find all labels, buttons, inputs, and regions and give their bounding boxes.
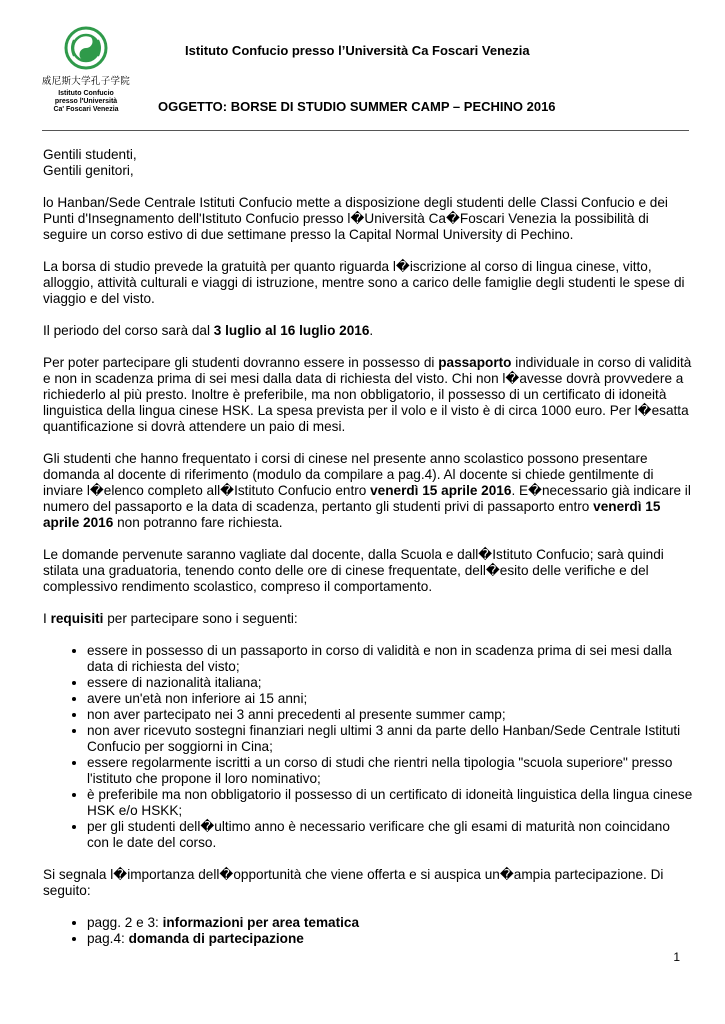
page-reference-prefix: pagg. 2 e 3: [87,915,163,930]
page-reference-label: domanda di partecipazione [128,931,304,946]
page-reference-prefix: pag.4: [87,931,129,946]
header-title: Istituto Confucio presso l’Università Ca Foscari Venezia [185,43,530,58]
confucius-institute-emblem-icon [64,26,108,70]
greeting-parents: Gentili genitori, [43,163,134,178]
requirement-item: • è preferibile ma non obbligatorio il possesso di un certificato di idoneità linguistica della lingua cinese HSK e/o HSKK; [87,787,693,819]
paragraph-scholarship: La borsa di studio prevede la gratuità per quanto riguarda l�iscrizione al corso di lingua cinese, vitto, alloggio, attività culturali e viaggi di istruzione, mentre sono a carico delle famiglie degli studenti le spese di viaggio e del visto. [43,259,685,306]
application-text-2: . E�necessario già indicare il numero del passaporto e la data di scadenza, pertanto gli studenti privi di passaporto entro [43,483,691,514]
header-divider [42,130,689,131]
logo-chinese-name: 威尼斯大学孔子学院 [41,76,131,87]
page-reference-item [87,931,693,947]
page-number: 1 [673,950,680,964]
paragraph-closing: Si segnala l�importanza dell�opportunità che viene offerta e si auspica un�ampia partecipazione. Di seguito: [43,867,664,898]
greeting [43,147,693,179]
paragraph-selection: Le domande pervenute saranno vagliate dal docente, dalla Scuola e dall�Istituto Confucio; sarà quindi stilata una graduatoria, tenendo conto delle ore di cinese frequentate, dell�esito delle verifiche e del complessivo rendimento scolastico, compreso il comportamento. [43,547,664,594]
page-reference-label: informazioni per area tematica [162,915,360,930]
application-text-3: non potranno fare richiesta. [113,515,283,530]
greeting-students: Gentili studenti, [43,147,137,162]
paragraph-intro: lo Hanban/Sede Centrale Istituti Confucio mette a disposizione degli studenti delle Classi Confucio e dei Punti d'Insegnamento dell'Istituto Confucio presso l�Università Ca�Foscari Venezia la possibilità di seguire un corso estivo di due settimane presso la Capital Normal University di Pechino. [43,195,668,242]
requirement-item: • essere in possesso di un passaporto in corso di validità e non in scadenza prima di sei mesi dalla data di richiesta del visto; [87,643,693,675]
institute-logo [38,26,134,114]
passport-text-2: individuale in corso di validità e non in scadenza prima di sei mesi dalla data di richiesta del visto. Chi non l�avesse dovrà provvedere a richiederlo al più presto. Inoltre è preferibile, ma non obbligatorio, il possesso di un certificato di idoneità linguistica della lingua cinese HSK. La spesa prevista per il volo e il visto è di circa 1000 euro. Per l�esatta quantificazione si dovrà attendere un paio di mesi. [43,355,692,434]
requirement-item: • essere di nazionalità italiana; [87,675,693,691]
requirement-item: • avere un'età non inferiore ai 15 anni; [87,691,693,707]
period-dates: 3 luglio al 16 luglio 2016 [213,323,370,338]
requirements-text-2: per partecipare sono i seguenti: [103,611,298,626]
logo-line-2: presso l'Università [54,98,118,105]
logo-italian-name [38,90,134,114]
application-text-1: Gli studenti che hanno frequentato i corsi di cinese nel presente anno scolastico possono presentare domanda al docente di riferimento (modulo da compilare a pag.4). Al docente si chiede gentilmente di inviare l�elenco completo all�Istituto Confucio entro [43,451,654,498]
passport-bold: passaporto [438,355,512,370]
letter-body [43,147,693,963]
deadline-1: venerdì 15 aprile 2016 [370,483,512,498]
subject-line: OGGETTO: BORSE DI STUDIO SUMMER CAMP – PECHINO 2016 [158,99,556,114]
paragraph-requirements-intro [43,611,693,627]
logo-line-1: Istituto Confucio [58,90,114,97]
deadline-2: venerdì 15 aprile 2016 [43,499,661,530]
period-end: . [369,323,374,338]
logo-line-3: Ca' Foscari Venezia [53,106,119,113]
requirement-item: • non aver ricevuto sostegni finanziari negli ultimi 3 anni da parte dello Hanban/Sede Centrale Istituti Confucio per soggiorni in Cina; [87,723,693,755]
period-text: Il periodo del corso sarà dal [43,323,214,338]
paragraph-period [43,323,693,339]
passport-text-1: Per poter partecipare gli studenti dovranno essere in possesso di [43,355,439,370]
page-references-list [43,915,693,947]
page-reference-item [87,915,693,931]
requirements-bold: requisiti [50,611,104,626]
requirement-item: • essere regolarmente iscritti a un corso di studi che rientri nella tipologia "scuola superiore" presso l'istituto che propone il loro nominativo; [87,755,693,787]
requirements-list [43,643,693,851]
requirement-item: • non aver partecipato nei 3 anni precedenti al presente summer camp; [87,707,693,723]
paragraph-passport [43,355,693,435]
paragraph-application [43,451,693,531]
requirement-item: • per gli studenti dell�ultimo anno è necessario verificare che gli esami di maturità non coincidano con le date del corso. [87,819,693,851]
requirements-text-1: I [43,611,51,626]
